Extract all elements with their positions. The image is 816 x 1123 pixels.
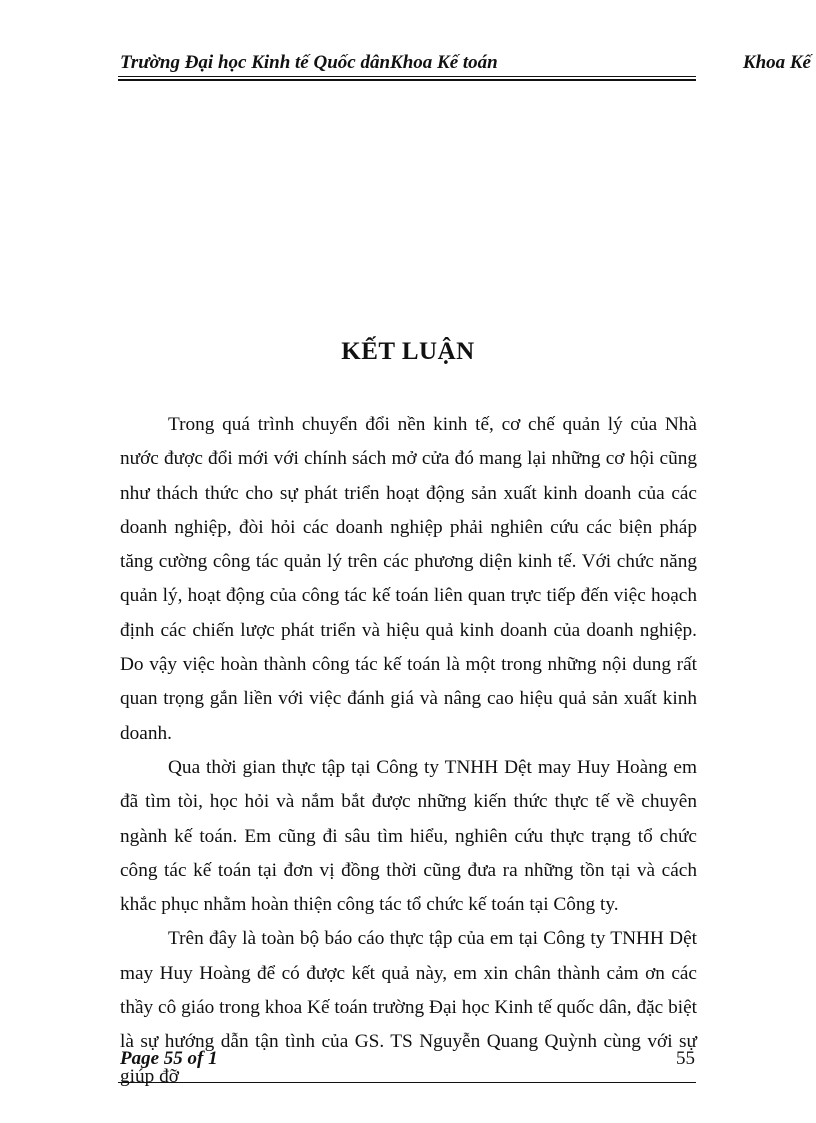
page-title: KẾT LUẬN xyxy=(341,338,475,365)
paragraph-2: Qua thời gian thực tập tại Công ty TNHH Dệt may Huy Hoàng em đã tìm tòi, học hỏi và nắm bắt được những kiến thức thực tế về chuyên ngành kế toán. Em cũng đi sâu tìm hiểu, nghiên cứu thực trạng tổ chức công tác kế toán tại đơn vị đồng thời cũng đưa ra những tồn tại và cách khắc phục nhằm hoàn thiện công tác tổ chức kế toán tại Công ty. xyxy=(120,756,697,916)
paragraph-1: Trong quá trình chuyển đổi nền kinh tế, cơ chế quản lý của Nhà nước được đổi mới với chính sách mở cửa đó mang lại những cơ hội cũng như thách thức cho sự phát triển hoạt động sản xuất kinh doanh của các doanh nghiệp, đòi hỏi các doanh nghiệp phải nghiên cứu các biện pháp tăng cường công tác quản lý trên các phương diện kinh tế. Với chức năng quản lý, hoạt động của công tác kế toán liên quan trực tiếp đến việc hoạch định các chiến lược phát triển và hiệu quả kinh doanh của doanh nghiệp. Do vậy việc hoàn thành công tác kế toán là một trong những nội dung rất quan trọng gắn liền với việc đánh giá và nâng cao hiệu quả sản xuất kinh doanh. xyxy=(120,414,697,744)
running-header-department: Khoa Kế xyxy=(742,52,811,73)
header-divider-thick xyxy=(118,79,696,81)
running-header-title: Trường Đại học Kinh tế Quốc dânKhoa Kế toán xyxy=(120,52,498,73)
header-divider-thin xyxy=(118,76,696,77)
paragraph-3: Trên đây là toàn bộ báo cáo thực tập của em tại Công ty TNHH Dệt may Huy Hoàng để có được kết quả này, em xin chân thành cảm ơn các thầy cô giáo trong khoa Kế toán trường Đại học Kinh tế quốc dân, đặc biệt là sự hướng dẫn tận tình của GS. TS Nguyễn Quang Quỳnh cùng với sự giúp đỡ xyxy=(120,928,697,1087)
page-footer-label: Page 55 of 1 xyxy=(120,1048,218,1069)
footer-divider xyxy=(118,1082,696,1083)
document-body xyxy=(120,408,697,1094)
page-number: 55 xyxy=(676,1048,695,1069)
